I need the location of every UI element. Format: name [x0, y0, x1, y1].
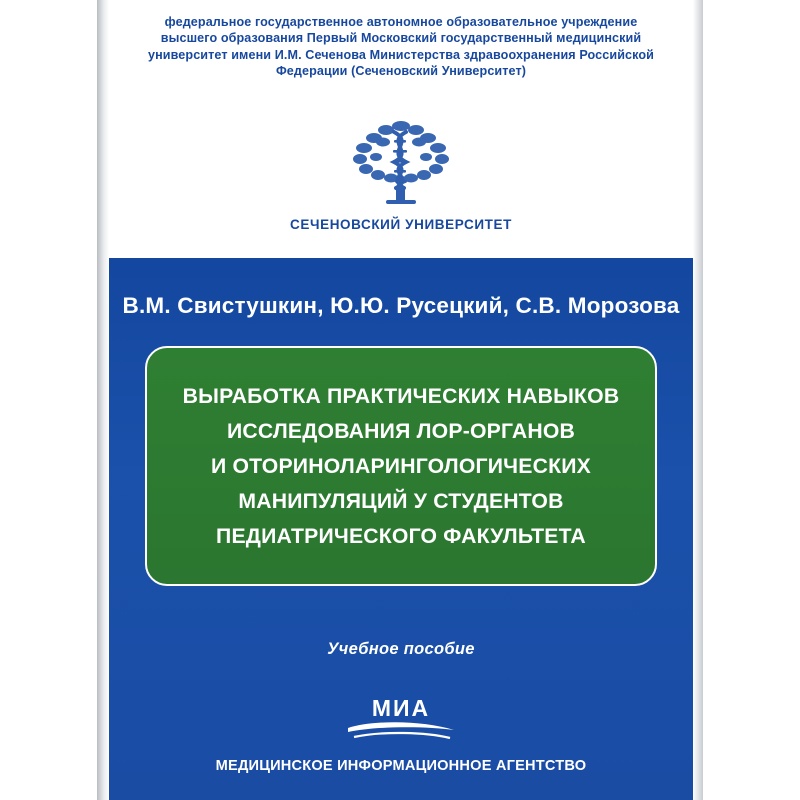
title-line-5: ПЕДИАТРИЧЕСКОГО ФАКУЛЬТЕТА	[216, 524, 586, 548]
title-line-1: ВЫРАБОТКА ПРАКТИЧЕСКИХ НАВЫКОВ	[182, 384, 620, 408]
organization-text: федеральное государственное автономное образовательное учреждение высшего образования Первый Московский государственный медицинский университет имени И.М. Сеченова Министерства здравоохранения Российской Федерации (Сеченовский Университет)	[147, 15, 655, 79]
cover-header-panel	[109, 0, 693, 258]
authors-line: В.М. Свистушкин, Ю.Ю. Русецкий, С.В. Морозова	[122, 293, 680, 318]
book-spine-edge	[97, 0, 109, 800]
title-line-4: МАНИПУЛЯЦИЙ У СТУДЕНТОВ	[238, 489, 564, 513]
svg-text:МИА: МИА	[371, 695, 431, 721]
book-cover	[97, 0, 703, 800]
subtitle: Учебное пособие	[327, 640, 475, 658]
cover-main-panel	[109, 258, 693, 800]
publisher-name: МЕДИЦИНСКОЕ ИНФОРМАЦИОННОЕ АГЕНТСТВО	[215, 758, 587, 774]
book-right-edge	[693, 0, 703, 800]
publisher-logo-icon	[342, 690, 460, 746]
title-line-3: И ОТОРИНОЛАРИНГОЛОГИЧЕСКИХ	[210, 454, 591, 478]
university-name: СЕЧЕНОВСКИЙ УНИВЕРСИТЕТ	[290, 217, 512, 232]
title-line-2: ИССЛЕДОВАНИЯ ЛОР-ОРГАНОВ	[226, 419, 576, 443]
university-emblem-icon	[336, 112, 466, 208]
title-box	[145, 346, 657, 586]
